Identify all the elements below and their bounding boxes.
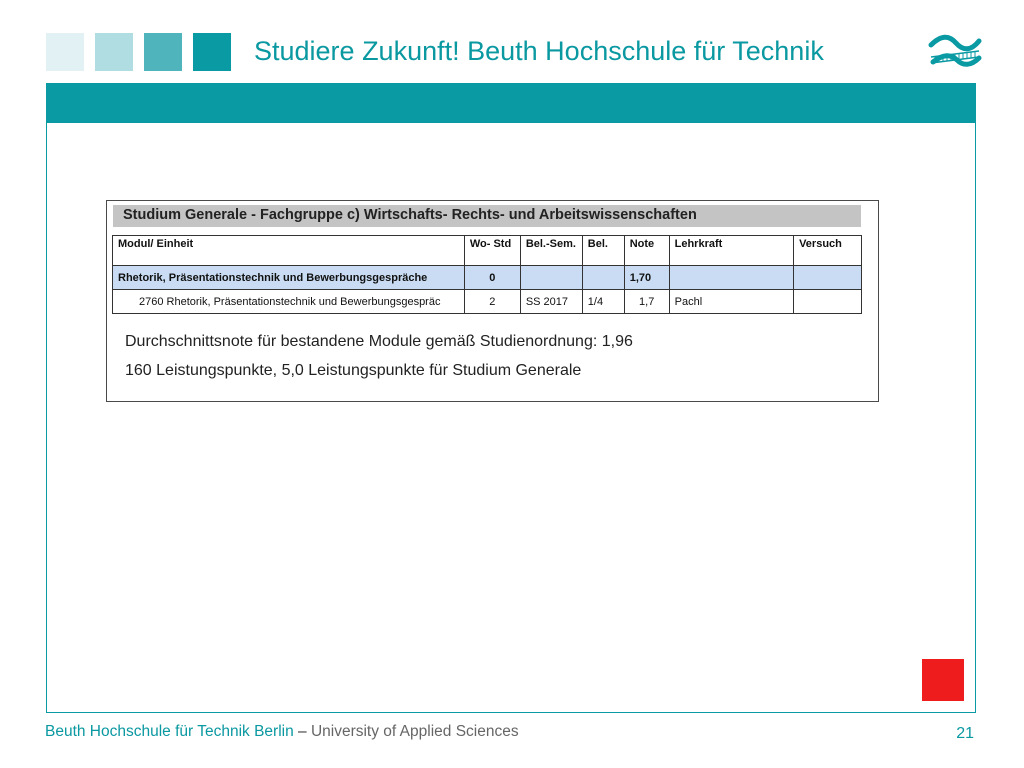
footer-subtitle: University of Applied Sciences (310, 723, 519, 740)
hours-cell: 0 (464, 266, 520, 290)
semester-cell: SS 2017 (520, 290, 582, 314)
page-number: 21 (956, 725, 974, 742)
grade-cell: 1,70 (624, 266, 669, 290)
column-header: Wo- Std (464, 236, 520, 266)
header-square-1 (46, 33, 84, 71)
trial-cell (794, 290, 862, 314)
header-square-2 (95, 33, 133, 71)
lecturer-cell (669, 266, 793, 290)
average-grade-text: Durchschnittsnote für bestandene Module gemäß Studienordnung: 1,96 (125, 333, 633, 350)
column-header: Modul/ Einheit (113, 236, 465, 266)
attempt-cell: 1/4 (582, 290, 624, 314)
header-square-4 (193, 33, 231, 71)
trial-cell (794, 266, 862, 290)
transcript-excerpt (106, 200, 879, 402)
semester-cell (520, 266, 582, 290)
grades-table (112, 235, 862, 314)
column-header: Versuch (794, 236, 862, 266)
red-corner-square (922, 659, 964, 701)
table-header-row (113, 236, 862, 266)
hours-cell: 2 (464, 290, 520, 314)
grade-cell: 1,7 (624, 290, 669, 314)
module-name: 2760 Rhetorik, Präsentationstechnik und Bewerbungsgespräc (113, 290, 465, 314)
footer-separator: – (293, 723, 311, 740)
beuth-wave-logo-icon (927, 32, 983, 74)
header-square-3 (144, 33, 182, 71)
footer-brand: Beuth Hochschule für Technik Berlin (45, 723, 294, 740)
header-band (47, 84, 975, 123)
column-header: Lehrkraft (669, 236, 793, 266)
attempt-cell (582, 266, 624, 290)
module-name: Rhetorik, Präsentationstechnik und Bewerbungsgespräche (113, 266, 465, 290)
column-header: Bel. (582, 236, 624, 266)
footer (45, 723, 519, 741)
column-header: Bel.-Sem. (520, 236, 582, 266)
lecturer-cell: Pachl (669, 290, 793, 314)
credit-points-text: 160 Leistungspunkte, 5,0 Leistungspunkte für Studium Generale (125, 362, 582, 379)
table-row (113, 290, 862, 314)
table-row (113, 266, 862, 290)
slide-title: Studiere Zukunft! Beuth Hochschule für Technik (254, 36, 824, 66)
transcript-heading: Studium Generale - Fachgruppe c) Wirtschafts- Rechts- und Arbeitswissenschaften (113, 205, 861, 227)
column-header: Note (624, 236, 669, 266)
